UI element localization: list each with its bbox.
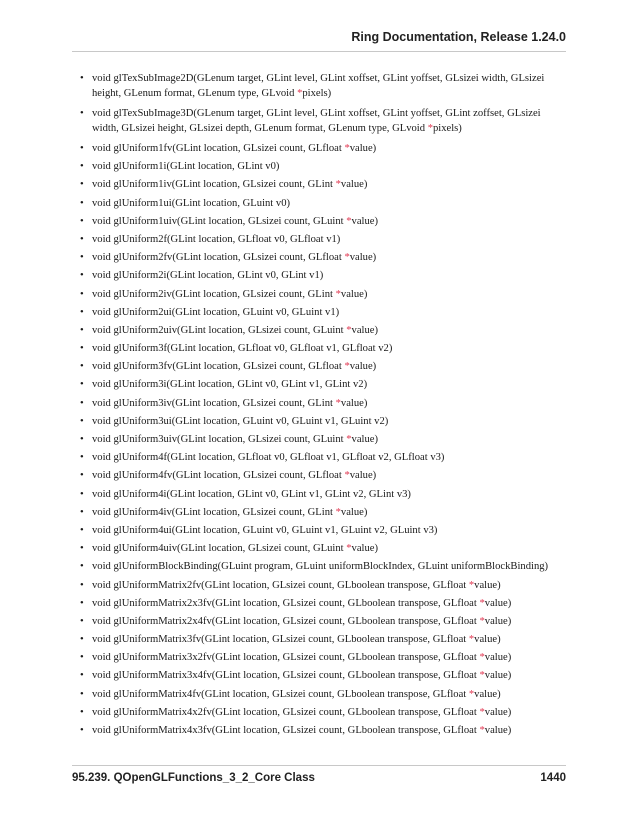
list-item: [80, 268, 568, 283]
function-signature: void glUniform2f(GLint location, GLfloat v0, GLfloat v1): [92, 233, 341, 245]
list-item: [80, 432, 568, 447]
list-item: [80, 414, 568, 429]
function-signature: void glUniform1fv(GLint location, GLsizei count, GLfloat: [92, 143, 345, 154]
bullet-icon: •: [80, 452, 84, 464]
page-header-title: Ring Documentation, Release 1.24.0: [351, 30, 566, 44]
pointer-star: *: [468, 634, 475, 646]
function-signature: void glUniformMatrix4x2fv(GLint location, GLsizei count, GLboolean transpose, GLfloat: [92, 706, 480, 718]
list-item: [80, 141, 568, 156]
function-signature: void glUniform3fv(GLint location, GLsizei count, GLfloat: [92, 361, 345, 373]
list-item: [80, 359, 568, 374]
pointer-star: *: [335, 288, 341, 300]
function-signature: void glUniform4iv(GLint location, GLsizei count, GLint: [92, 506, 336, 518]
function-signature-tail: value): [349, 470, 377, 482]
function-signature: void glUniformMatrix4fv(GLint location, GLsizei count, GLboolean transpose, GLfloat: [92, 688, 469, 700]
list-item: [80, 487, 568, 502]
list-item: [80, 650, 568, 665]
bullet-icon: •: [80, 361, 84, 373]
function-signature: void glUniformMatrix2x4fv(GLint location, GLsizei count, GLboolean transpose, GLfloat: [92, 615, 480, 627]
bullet-icon: •: [80, 306, 84, 318]
pointer-star: *: [479, 652, 485, 664]
list-item: [80, 578, 568, 593]
function-signature: void glUniform4uiv(GLint location, GLsizei count, GLuint: [92, 543, 347, 555]
function-signature: void glUniform4i(GLint location, GLint v0, GLint v1, GLint v2, GLint v3): [92, 488, 411, 500]
list-item: [80, 505, 568, 520]
function-signature: void glUniform1iv(GLint location, GLsizei count, GLint: [92, 179, 336, 191]
function-signature: void glUniform2uiv(GLint location, GLsizei count, GLuint: [92, 324, 347, 336]
bullet-icon: •: [80, 488, 84, 500]
function-signature-tail: pixels): [302, 88, 332, 99]
pointer-star: *: [297, 88, 303, 99]
bullet-icon: •: [80, 324, 84, 336]
function-signature: void glUniform1ui(GLint location, GLuint v0): [92, 197, 291, 209]
bullet-icon: •: [80, 725, 84, 736]
footer-divider: [72, 765, 566, 766]
list-item: [80, 705, 568, 720]
list-item: [80, 396, 568, 411]
bullet-icon: •: [80, 652, 84, 664]
pointer-star: *: [479, 615, 485, 627]
function-signature-tail: value): [351, 215, 378, 227]
function-signature: void glUniform3i(GLint location, GLint v0, GLint v1, GLint v2): [92, 379, 368, 391]
function-signature: void glUniform4fv(GLint location, GLsizei count, GLfloat: [92, 470, 345, 482]
function-signature: void glUniform2ui(GLint location, GLuint v0, GLuint v1): [92, 306, 340, 318]
pointer-star: *: [335, 397, 341, 409]
pointer-star: *: [346, 324, 352, 336]
pointer-star: *: [335, 506, 341, 518]
function-signature-tail: value): [484, 615, 512, 627]
function-signature-tail: value): [340, 397, 368, 409]
bullet-icon: •: [80, 434, 84, 445]
function-signature: void glUniformMatrix3fv(GLint location, GLsizei count, GLboolean transpose, GLfloat: [92, 634, 469, 646]
list-item: [80, 106, 568, 136]
bullet-icon: •: [80, 379, 84, 391]
bullet-icon: •: [80, 597, 84, 609]
pointer-star: *: [344, 361, 350, 373]
bullet-icon: •: [80, 397, 84, 409]
pointer-star: *: [344, 143, 350, 154]
pointer-star: *: [427, 123, 433, 134]
bullet-icon: •: [80, 108, 84, 119]
function-signature-tail: value): [351, 324, 378, 336]
bullet-icon: •: [80, 288, 84, 300]
bullet-icon: •: [80, 470, 84, 482]
footer-page-number: 1440: [540, 772, 566, 784]
bullet-icon: •: [80, 343, 84, 355]
pointer-star: *: [468, 579, 475, 591]
bullet-icon: •: [80, 252, 84, 264]
function-signature-tail: value): [340, 179, 368, 191]
bullet-icon: •: [80, 179, 84, 191]
bullet-icon: •: [80, 161, 84, 173]
bullet-icon: •: [80, 615, 84, 627]
list-item: [80, 559, 568, 574]
bullet-icon: •: [80, 233, 84, 245]
list-item: [80, 377, 568, 392]
bullet-icon: •: [80, 688, 84, 700]
bullet-icon: •: [80, 215, 84, 227]
list-item: [80, 196, 568, 211]
list-item: [80, 668, 568, 683]
function-signature-tail: value): [349, 143, 377, 154]
function-list: [80, 71, 568, 741]
function-signature: void glUniformMatrix2fv(GLint location, GLsizei count, GLboolean transpose, GLfloat: [92, 579, 469, 591]
function-signature: void glUniform3uiv(GLint location, GLsizei count, GLuint: [92, 434, 347, 445]
pointer-star: *: [479, 597, 485, 609]
function-signature: void glTexSubImage3D(GLenum target, GLint level, GLint xoffset, GLint yoffset, GLint zoffset, GLsizei width, GLsizei height, GLsizei depth, GLenum format, GLenum type, GLvoid: [92, 108, 541, 134]
bullet-icon: •: [80, 634, 84, 646]
list-item: [80, 450, 568, 465]
function-signature: void glUniformMatrix3x4fv(GLint location, GLsizei count, GLboolean transpose, GLfloat: [92, 670, 480, 682]
function-signature: void glUniform3f(GLint location, GLfloat v0, GLfloat v1, GLfloat v2): [92, 343, 393, 355]
bullet-icon: •: [80, 73, 84, 84]
function-signature: void glUniform2i(GLint location, GLint v0, GLint v1): [92, 270, 324, 282]
list-item: [80, 687, 568, 702]
bullet-icon: •: [80, 415, 84, 427]
function-signature: void glUniformMatrix3x2fv(GLint location, GLsizei count, GLboolean transpose, GLfloat: [92, 652, 480, 664]
function-signature-tail: value): [484, 652, 512, 664]
pointer-star: *: [346, 434, 352, 445]
function-signature: void glTexSubImage2D(GLenum target, GLint level, GLint xoffset, GLint yoffset, GLsizei width, GLsizei height, GLenum format, GLenum type, GLvoid: [92, 73, 545, 99]
function-signature-tail: value): [484, 725, 512, 736]
list-item: [80, 232, 568, 247]
function-signature-tail: value): [484, 597, 512, 609]
list-item: [80, 287, 568, 302]
function-signature-tail: pixels): [433, 123, 462, 134]
list-item: [80, 177, 568, 192]
list-item: [80, 341, 568, 356]
list-item: [80, 596, 568, 611]
pointer-star: *: [346, 215, 352, 227]
function-signature-tail: value): [474, 688, 501, 700]
footer-section-title: 95.239. QOpenGLFunctions_3_2_Core Class: [72, 772, 315, 784]
function-signature: void glUniform1uiv(GLint location, GLsizei count, GLuint: [92, 215, 347, 227]
function-signature: void glUniform4f(GLint location, GLfloat v0, GLfloat v1, GLfloat v2, GLfloat v3): [92, 452, 445, 464]
list-item: [80, 541, 568, 556]
pointer-star: *: [344, 470, 350, 482]
list-item: [80, 323, 568, 338]
header-divider: [72, 51, 566, 52]
bullet-icon: •: [80, 270, 84, 282]
function-signature-tail: value): [484, 670, 512, 682]
function-signature-tail: value): [340, 506, 368, 518]
pointer-star: *: [479, 725, 485, 736]
pointer-star: *: [468, 688, 475, 700]
page-footer: [72, 772, 566, 784]
function-signature: void glUniformBlockBinding(GLuint program, GLuint uniformBlockIndex, GLuint uniformBlockBinding): [92, 561, 549, 573]
pointer-star: *: [479, 706, 485, 718]
list-item: [80, 523, 568, 538]
list-item: [80, 214, 568, 229]
pointer-star: *: [335, 179, 341, 191]
list-item: [80, 250, 568, 265]
bullet-icon: •: [80, 579, 84, 591]
function-signature-tail: value): [340, 288, 368, 300]
function-signature-tail: value): [484, 706, 512, 718]
function-signature: void glUniformMatrix4x3fv(GLint location, GLsizei count, GLboolean transpose, GLfloat: [92, 725, 480, 736]
function-signature-tail: value): [349, 361, 377, 373]
function-signature: void glUniform3ui(GLint location, GLuint v0, GLuint v1, GLuint v2): [92, 415, 389, 427]
list-item: [80, 468, 568, 483]
list-item: [80, 723, 568, 738]
function-signature: void glUniform4ui(GLint location, GLuint v0, GLuint v1, GLuint v2, GLuint v3): [92, 524, 438, 536]
bullet-icon: •: [80, 143, 84, 154]
pointer-star: *: [344, 252, 350, 264]
function-signature-tail: value): [351, 543, 378, 555]
list-item: [80, 159, 568, 174]
bullet-icon: •: [80, 706, 84, 718]
function-signature: void glUniform2fv(GLint location, GLsizei count, GLfloat: [92, 252, 345, 264]
function-signature: void glUniformMatrix2x3fv(GLint location, GLsizei count, GLboolean transpose, GLfloat: [92, 597, 480, 609]
bullet-icon: •: [80, 561, 84, 573]
function-signature-tail: value): [351, 434, 378, 445]
function-signature-tail: value): [474, 579, 501, 591]
pointer-star: *: [479, 670, 485, 682]
list-item: [80, 305, 568, 320]
list-item: [80, 614, 568, 629]
function-signature: void glUniform3iv(GLint location, GLsizei count, GLint: [92, 397, 336, 409]
list-item: [80, 71, 568, 101]
function-signature: void glUniform2iv(GLint location, GLsizei count, GLint: [92, 288, 336, 300]
bullet-icon: •: [80, 506, 84, 518]
bullet-icon: •: [80, 670, 84, 682]
bullet-icon: •: [80, 524, 84, 536]
bullet-icon: •: [80, 197, 84, 209]
pointer-star: *: [346, 543, 352, 555]
function-signature: void glUniform1i(GLint location, GLint v0): [92, 161, 280, 173]
bullet-icon: •: [80, 543, 84, 555]
function-signature-tail: value): [474, 634, 501, 646]
list-item: [80, 632, 568, 647]
function-signature-tail: value): [349, 252, 377, 264]
